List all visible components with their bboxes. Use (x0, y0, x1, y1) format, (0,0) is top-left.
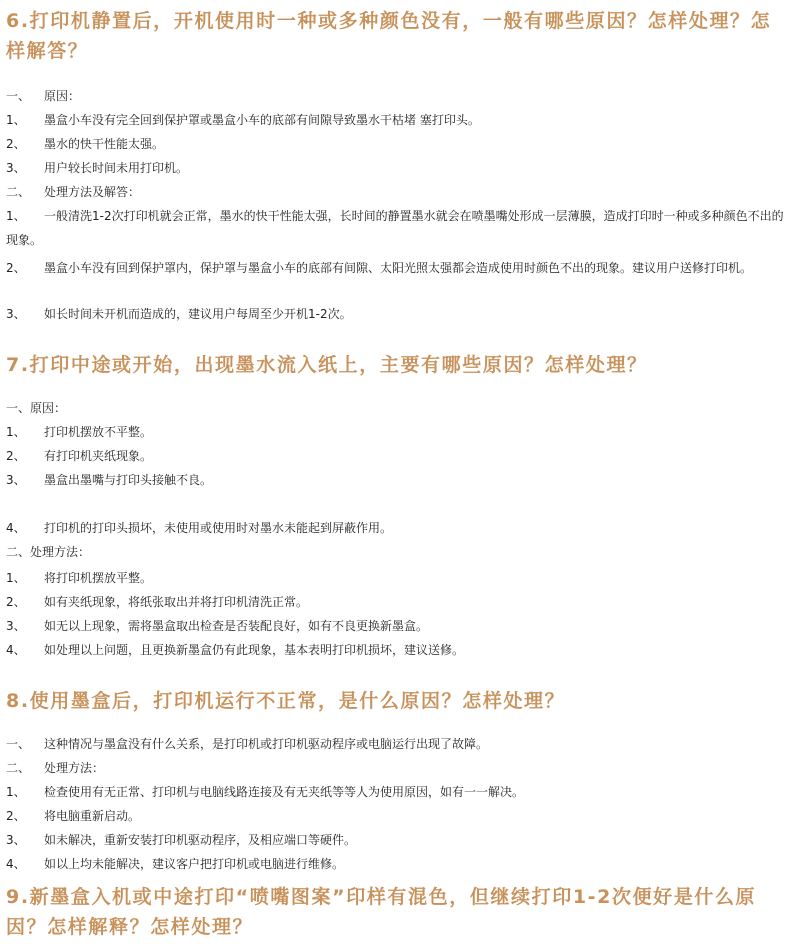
item-number: 1、 (6, 209, 26, 223)
item-text: 这种情况与墨盒没有什么关系，是打印机或打印机驱动程序或电脑运行出现了故障。 (44, 737, 489, 751)
item-number: 4、 (6, 857, 26, 871)
section-8-heading: 8.使用墨盒后，打印机运行不正常，是什么原因？怎样处理？ (6, 690, 566, 712)
item-number: 4、 (6, 643, 26, 657)
list-item (6, 566, 788, 590)
item-text: 墨盒出墨嘴与打印头接触不良。 (44, 473, 213, 487)
item-text: 如无以上现象，需将墨盒取出检查是否装配良好，如有不良更换新墨盒。 (44, 619, 429, 633)
section-7-heading: 7.打印中途或开始，出现墨水流入纸上，主要有哪些原因？怎样处理？ (6, 354, 648, 376)
item-text: 一般清洗1-2次打印机就会正常，墨水的快干性能太强，长时间的静置墨水就会在喷墨嘴处形成一层薄膜，造成打印时一种或多种颜色不出的现象。 (6, 209, 784, 247)
item-text: 有打印机夹纸现象。 (44, 449, 153, 463)
list-item (6, 852, 788, 876)
item-number: 3、 (6, 307, 26, 321)
item-number: 一、 (6, 737, 31, 751)
list-item (6, 516, 788, 540)
item-number: 3、 (6, 161, 26, 175)
item-number: 4、 (6, 521, 26, 535)
item-text: 墨水的快干性能太强。 (44, 137, 165, 151)
item-text: 用户较长时间未用打印机。 (44, 161, 189, 175)
list-item (6, 204, 788, 252)
item-text: 如未解决，重新安装打印机驱动程序，及相应端口等硬件。 (44, 833, 357, 847)
list-item (6, 804, 788, 828)
list-item (6, 420, 788, 444)
list-item (6, 302, 788, 326)
item-text: 检查使用有无正常、打印机与电脑线路连接及有无夹纸等等人为使用原因，如有一一解决。 (44, 785, 525, 799)
list-item (6, 614, 788, 638)
item-number: 1、 (6, 785, 26, 799)
item-text: 处理方法及解答： (44, 185, 141, 199)
item-text: 原因： (44, 89, 81, 103)
item-text: 如有夹纸现象，将纸张取出并将打印机清洗正常。 (44, 595, 309, 609)
list-item (6, 756, 788, 780)
list-item (6, 256, 788, 280)
item-text: 将电脑重新启动。 (44, 809, 141, 823)
list-item (6, 84, 788, 108)
item-text: 处理方法： (44, 761, 105, 775)
item-text: 打印机的打印头损坏，未使用或使用时对墨水未能起到屏蔽作用。 (44, 521, 393, 535)
section-9-heading: 9.新墨盒入机或中途打印“喷嘴图案”印样有混色，但继续打印1-2次便好是什么原因？怎样解释？怎样处理？ (6, 886, 757, 938)
list-item: 一、原因： (6, 401, 67, 415)
item-number: 2、 (6, 449, 26, 463)
section-6-heading: 6.打印机静置后，开机使用时一种或多种颜色没有，一般有哪些原因？怎样处理？怎样解答？ (6, 10, 772, 62)
item-number: 3、 (6, 473, 26, 487)
list-item (6, 780, 788, 804)
item-text: 打印机摆放不平整。 (44, 425, 153, 439)
item-number: 2、 (6, 261, 26, 275)
list-item (6, 732, 788, 756)
item-number: 1、 (6, 571, 26, 585)
item-text: 如长时间未开机而造成的，建议用户每周至少开机1-2次。 (44, 307, 352, 321)
list-item (6, 132, 788, 156)
item-number: 二、 (6, 185, 31, 199)
item-number: 一、 (6, 89, 31, 103)
item-text: 如处理以上问题，且更换新墨盒仍有此现象，基本表明打印机损坏，建议送修。 (44, 643, 465, 657)
list-item (6, 828, 788, 852)
list-item (6, 590, 788, 614)
list-item (6, 638, 788, 662)
item-text: 墨盒小车没有完全回到保护罩或墨盒小车的底部有间隙导致墨水干枯堵 塞打印头。 (44, 113, 480, 127)
item-number: 1、 (6, 425, 26, 439)
item-number: 1、 (6, 113, 26, 127)
list-item (6, 156, 788, 180)
list-item (6, 180, 788, 204)
item-text: 如以上均未能解决，建议客户把打印机或电脑进行维修。 (44, 857, 345, 871)
item-text: 墨盒小车没有回到保护罩内，保护罩与墨盒小车的底部有间隙、太阳光照太强都会造成使用时颜色不出的现象。建议用户送修打印机。 (44, 261, 753, 275)
list-item (6, 468, 788, 492)
item-number: 2、 (6, 137, 26, 151)
list-item (6, 108, 788, 132)
item-text: 将打印机摆放平整。 (44, 571, 153, 585)
list-item (6, 444, 788, 468)
item-number: 2、 (6, 595, 26, 609)
item-number: 3、 (6, 833, 26, 847)
list-item: 二、处理方法： (6, 545, 91, 559)
item-number: 2、 (6, 809, 26, 823)
item-number: 二、 (6, 761, 31, 775)
item-number: 3、 (6, 619, 26, 633)
